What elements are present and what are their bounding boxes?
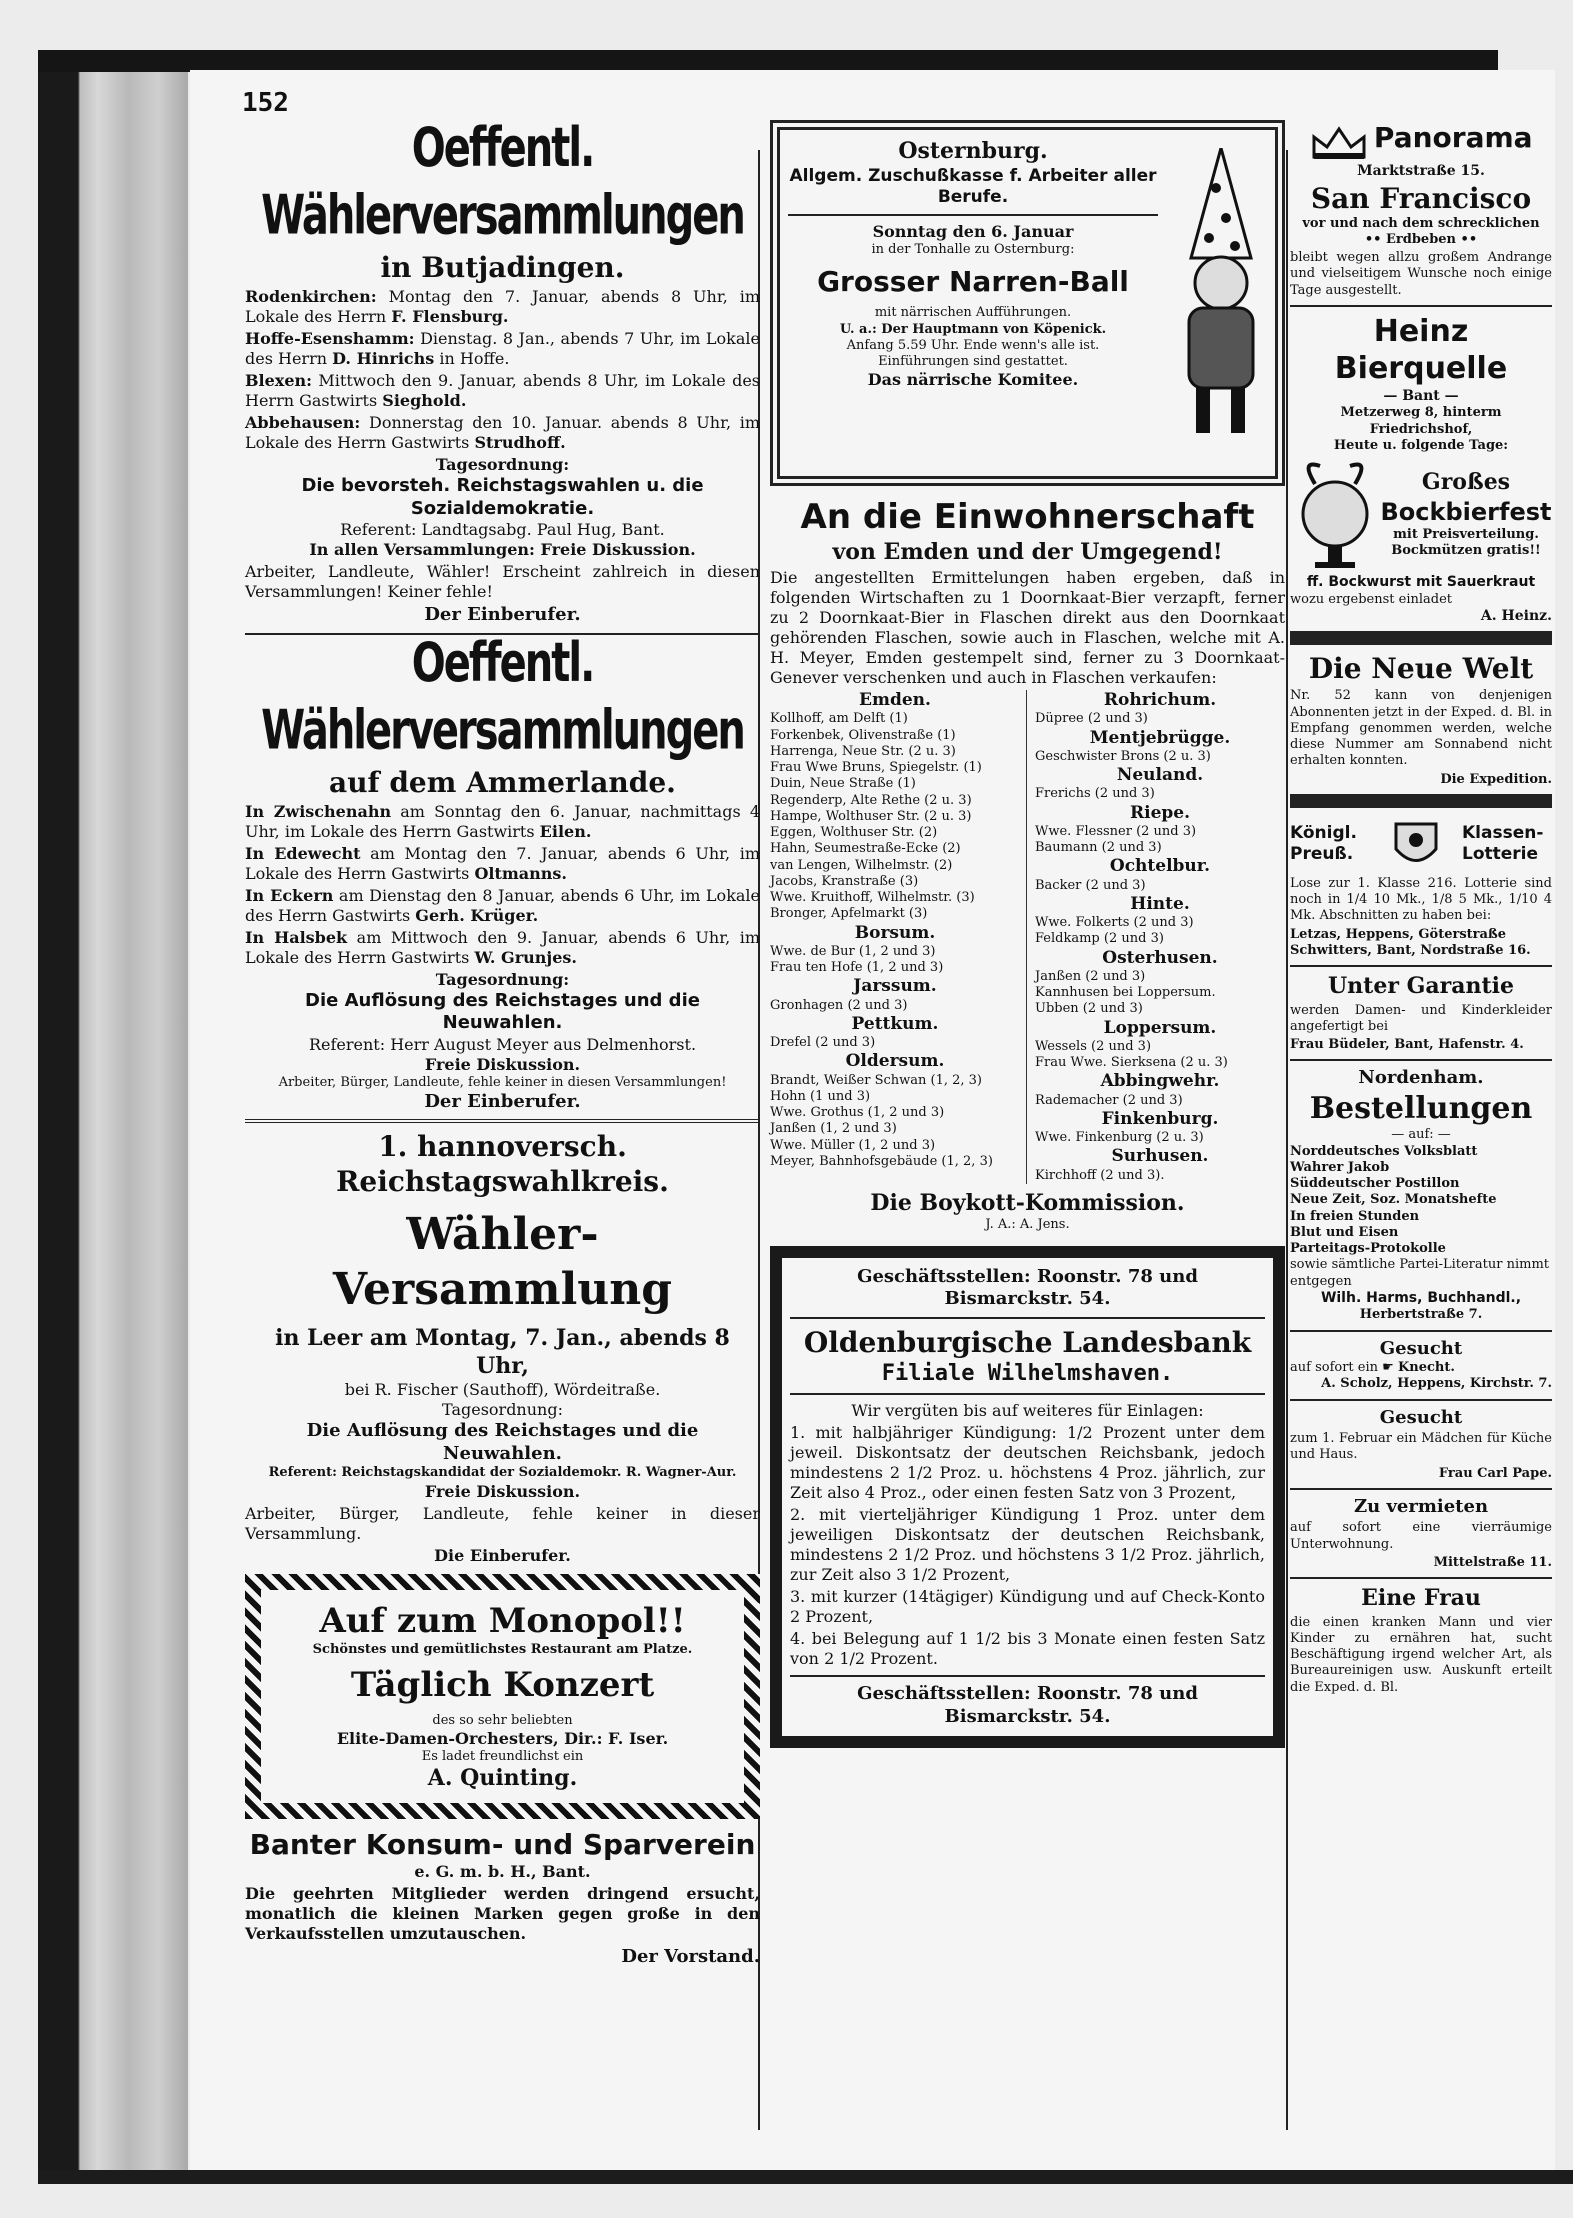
ad-title: Banter Konsum- und Sparverein [249, 1827, 756, 1861]
list-item: Backer (2 und 3) [1035, 877, 1146, 893]
list-item: Geschwister Brons (2 u. 3) [1035, 748, 1211, 764]
list-item: van Lengen, Wilhelmstr. (2) [770, 857, 953, 873]
divider-band [1290, 794, 1552, 808]
list-item: Parteitags-Protokolle [1290, 1241, 1446, 1256]
addr: Marktstraße 15. [1357, 163, 1485, 179]
line: Es ladet freundlichst ein [421, 1749, 584, 1764]
line: Schönstes und gemütlichstes Restaurant am Platze. [312, 1642, 693, 1657]
list-item: Forkenbek, Olivenstraße (1) [770, 727, 956, 743]
ad-title: Bestellungen [1309, 1090, 1533, 1126]
place-heading: Rohrichum. [1103, 690, 1217, 710]
list-item: Ubben (2 und 3) [1035, 1001, 1143, 1017]
list-item: Wwe. de Bur (1, 2 und 3) [770, 943, 936, 959]
list-item: Rademacher (2 und 3) [1035, 1092, 1183, 1108]
p1: mit Preisverteilung. [1393, 526, 1539, 542]
place-heading: Osterhusen. [1102, 947, 1218, 968]
ad-title: Oeffentl. Wählerversammlungen [261, 631, 744, 762]
addr: Metzerweg 8, hinterm Friedrichshof, [1340, 405, 1502, 437]
divider-band [1290, 631, 1552, 645]
agenda: Die bevorsteh. Reichstagswahlen u. die Sozialdemokratie. [301, 475, 704, 519]
column-1 [245, 117, 761, 1968]
intro: Wir vergüten bis auf weiteres für Einlagen: [851, 1401, 1204, 1420]
appeal: Arbeiter, Landleute, Wähler! Erscheint zahlreich in diesen Versammlungen! Keiner fehle! [245, 562, 760, 601]
ad-title: Die Neue Welt [1308, 652, 1534, 686]
ad-line: auf sofort ein ☛ Knecht. [1290, 1360, 1455, 1375]
place-heading: Pettkum. [851, 1013, 939, 1034]
divider [1290, 1399, 1552, 1401]
place-heading: Jarssum. [853, 976, 937, 997]
place-heading: Surhusen. [1111, 1146, 1209, 1167]
place-heading: Emden. [859, 690, 931, 710]
appeal: Arbeiter, Bürger, Landleute, fehle keiner in dieser Versammlung. [245, 1503, 760, 1543]
page-number: 152 [242, 88, 289, 118]
when: in Leer am Montag, 7. Jan., abends 8 Uhr, [275, 1325, 730, 1379]
agenda-label: Tagesordnung: [442, 1400, 563, 1420]
list-item: Blut und Eisen [1290, 1224, 1399, 1240]
list-item: Wwe. Grothus (1, 2 und 3) [770, 1105, 945, 1120]
place-heading: Riepe. [1129, 802, 1191, 823]
big1: Großes [1421, 469, 1511, 495]
place-heading: Oldersum. [845, 1051, 945, 1072]
ad-konsumverein [245, 1827, 760, 1969]
sub: — auf: — [1391, 1127, 1451, 1143]
divider [1290, 965, 1552, 967]
referent: Referent: Landtagsabg. Paul Hug, Bant. [340, 520, 665, 539]
ad-ammerland [245, 631, 761, 1114]
ad-title: Panorama [1373, 121, 1533, 154]
ad-nordenham [1290, 1067, 1552, 1323]
listing [770, 690, 1285, 1184]
list-item: Bronger, Apfelmarkt (3) [770, 906, 928, 922]
bank-name: Oldenburgische Landesbank [803, 1325, 1252, 1359]
ad-leer [245, 1129, 760, 1565]
right-label: Klassen-Lotterie [1462, 822, 1544, 864]
column-rule-2 [1286, 150, 1288, 2130]
listing-right [1026, 690, 1285, 1184]
seller: Schwitters, Bant, Nordstraße 16. [1290, 942, 1531, 958]
ad-text: Nr. 52 kann von denjenigen Abonnenten jetzt in der Exped. d. Bl. in Empfang genommen werden, welche diese Nummer am Sonnabend nicht erhalten konnten. [1290, 688, 1552, 769]
rate-item: 3. mit kurzer (14tägiger) Kündigung und auf Check-Konto 2 Prozent, [790, 1587, 1265, 1626]
list-item: Jacobs, Kranstraße (3) [770, 873, 919, 889]
ad-neue-welt [1290, 651, 1552, 788]
signature: Frau Büdeler, Bant, Hafenstr. 4. [1290, 1037, 1524, 1052]
list-item: Frau Wwe. Sierksena (2 u. 3) [1035, 1055, 1228, 1070]
divider [790, 1393, 1265, 1395]
divider [1290, 305, 1552, 307]
crown-icon [1309, 123, 1369, 163]
list-item: Gronhagen (2 und 3) [770, 997, 908, 1013]
ad-heinz [1290, 313, 1552, 626]
agenda: Die Auflösung des Reichstages und die Neuwahlen. [305, 989, 700, 1033]
signature: Die Boykott-Kommission. [870, 1189, 1185, 1216]
ad-text: bleibt wegen allzu großem Andrange und vielseitigem Wunsche noch einige Tage ausgestellt. [1290, 250, 1552, 298]
rate-item: 4. bei Belegung auf 1 1/2 bis 3 Monate einen festen Satz von 2 1/2 Prozent. [790, 1629, 1265, 1668]
head: Nordenham. [1358, 1067, 1484, 1089]
lotterie-header [1290, 814, 1552, 874]
ad-landesbank [770, 1246, 1285, 1749]
ad-subtitle: auf dem Ammerlande. [329, 765, 676, 799]
list-item: Meyer, Bahnhofsgebäude (1, 2, 3) [770, 1153, 993, 1169]
agenda: Die Auflösung des Reichstages und die Neuwahlen. [306, 1420, 699, 1464]
ad-title: Grosser Narren-Ball [817, 265, 1129, 299]
signature: Das närrische Komitee. [867, 370, 1079, 390]
list-item: Neue Zeit, Soz. Monatshefte [1290, 1192, 1497, 1208]
signature: A. Quinting. [427, 1765, 578, 1792]
divider [1290, 1488, 1552, 1490]
left-label: Königl. Preuß. [1290, 822, 1357, 864]
list-item: In freien Stunden [1290, 1208, 1420, 1224]
signature: Wilh. Harms, Buchhandl., [1320, 1289, 1522, 1306]
list-item: Frerichs (2 und 3) [1035, 786, 1155, 802]
publication-list [1290, 1144, 1552, 1258]
sub: vor und nach dem schrecklichen [1302, 215, 1540, 231]
list-item: Kollhoff, am Delft (1) [770, 711, 908, 727]
times: Anfang 5.59 Uhr. Ende wenn's alle ist. [846, 337, 1100, 353]
p2: Bockmützen gratis!! [1391, 542, 1541, 558]
program: U. a.: Der Hauptmann von Köpenick. [839, 321, 1107, 337]
list-item: Janßen (2 und 3) [1035, 968, 1146, 984]
addr: Mittelstraße 11. [1433, 1554, 1552, 1570]
district: 1. hannoversch. Reichstagswahlkreis. [336, 1130, 669, 1199]
sub2: •• Erdbeben •• [1364, 231, 1478, 247]
offices: Geschäftsstellen: Roonstr. 78 und Bismarckstr. 54. [857, 1265, 1198, 1309]
entry: In Zwischenahn am Sonntag den 6. Januar, nachmittags 4 Uhr, im Lokale des Herrn Gastwirts Eilen. [245, 801, 760, 841]
list-item: Drefel (2 und 3) [770, 1035, 876, 1050]
p4: wozu ergebenst einladet [1290, 591, 1453, 607]
list-item: Wwe. Müller (1, 2 und 3) [770, 1137, 936, 1153]
newspaper-page [190, 70, 1555, 2170]
list-item: Eggen, Wolthuser Str. (2) [770, 825, 938, 840]
place-heading: Hinte. [1130, 893, 1190, 914]
ad-panorama [1290, 120, 1552, 299]
signature-sub: J. A.: A. Jens. [985, 1217, 1070, 1233]
panorama-header [1290, 120, 1552, 163]
entry: Hoffe-Esenshamm: Dienstag. 8 Jan., abends 7 Uhr, im Lokale des Herrn D. Hinrichs in Hoffe. [245, 329, 760, 368]
referent: Referent: Reichstagskandidat der Sozialdemokr. R. Wagner-Aur. [268, 1465, 737, 1481]
referent: Referent: Herr August Meyer aus Delmenhorst. [308, 1034, 697, 1054]
line: Heute u. folgende Tage: [1333, 437, 1509, 453]
ad-title: Eine Frau [1361, 1585, 1481, 1611]
addr: Herbertstraße 7. [1359, 1307, 1483, 1323]
ad-title: Heinz Bierquelle [1334, 313, 1508, 387]
ad-monopol [245, 1574, 760, 1819]
signature: A. Heinz. [1480, 607, 1552, 624]
list-item: Norddeutsches Volksblatt [1290, 1143, 1478, 1159]
signature: Der Einberufer. [424, 604, 581, 625]
agenda-label: Tagesordnung: [435, 969, 570, 989]
orchestra: Elite-Damen-Orchesters, Dir.: F. Iser. [336, 1729, 669, 1748]
big2: Bockbierfest [1380, 497, 1552, 526]
entry: Rodenkirchen: Montag den 7. Januar, abends 8 Uhr, im Lokale des Herrn F. Flensburg. [245, 287, 760, 326]
column-2 [770, 120, 1285, 1748]
place-heading: Borsum. [854, 922, 936, 943]
ad-subtitle: von Emden und der Umgegend! [832, 538, 1223, 565]
line: des so sehr beliebten [432, 1712, 573, 1728]
divider [790, 1675, 1265, 1677]
ad-title: Gesucht [1379, 1337, 1463, 1359]
ad-subtitle: e. G. m. b. H., Bant. [414, 1861, 591, 1881]
divider [1290, 1330, 1552, 1332]
ad-title: Unter Garantie [1328, 973, 1514, 999]
list-item: Wwe. Finkenburg (2 u. 3) [1035, 1130, 1204, 1145]
divider [1290, 1577, 1552, 1579]
discussion: In allen Versammlungen: Freie Diskussion. [309, 540, 696, 559]
rate-item: 2. mit vierteljähriger Kündigung 1 Proz. unter dem jeweiligen Diskontsatz der deutschen Reichsbank, mindestens 2 1/2 Proz. und höchstens 3 1/2 Proz. jährlich, zur Zeit also 3 1/2 Prozent, [790, 1505, 1265, 1584]
ad-text: Die angestellten Ermittelungen haben ergeben, daß in folgenden Wirtschaften zu 1 Doornkaat-Bier verzapft, ferner zu 2 Doornkaat-Bier in Flaschen direkt aus den Doornkaat gehörenden Flaschen, sowie auch in Flaschen, welche mit A. H. Meyer, Emden gestempelt sind, ferner zu 3 Doornkaat-Genever verschenken und auch in Flaschen verkaufen: [770, 568, 1285, 687]
entry: In Edewecht am Montag den 7. Januar, abends 6 Uhr, im Lokale des Herrn Gastwirts Oltmanns. [245, 843, 761, 883]
branch: Filiale Wilhelmshaven. [881, 1360, 1174, 1386]
org: Allgem. Zuschußkasse f. Arbeiter aller Berufe. [789, 165, 1157, 207]
tail: sowie sämtliche Partei-Literatur nimmt entgegen [1290, 1257, 1549, 1289]
place-heading: Finkenburg. [1101, 1108, 1219, 1129]
list-item: Hohn (1 und 3) [770, 1088, 871, 1104]
list-item: Kannhusen bei Loppersum. [1035, 985, 1216, 1000]
list-item: Regenderp, Alte Rethe (2 u. 3) [770, 792, 972, 808]
signature: A. Scholz, Heppens, Kirchstr. 7. [1321, 1376, 1552, 1392]
list-item: Harrenga, Neue Str. (2 u. 3) [770, 743, 956, 759]
ad-subtitle: in Butjadingen. [380, 251, 625, 284]
place-heading: Mentjebrügge. [1089, 727, 1231, 748]
place-heading: Ochtelbur. [1109, 856, 1211, 877]
rate-item: 1. mit halbjähriger Kündigung: 1/2 Prozent unter dem jeweil. Diskontsatz der deutschen Reichsbank, jedoch mindestens 2 1/2 Proz. u. höchstens 4 Proz. jährlich, zur Zeit also 4 Proz., oder einen festen Satz von 3 Prozent, [790, 1423, 1265, 1502]
divider [790, 1317, 1265, 1319]
place-heading: Abbingwehr. [1100, 1071, 1220, 1092]
ad-eine-frau [1290, 1585, 1552, 1696]
bottom-edge [38, 2170, 1573, 2184]
ad-text: auf sofort eine vierräumige Unterwohnung. [1290, 1520, 1552, 1552]
place: — Bant — [1383, 387, 1459, 404]
signature: Die Expedition. [1440, 771, 1552, 787]
ad-title: Wähler-Versammlung [332, 1209, 673, 1316]
intro: Einführungen sind gestattet. [878, 354, 1068, 369]
list-item: Kirchhoff (2 und 3). [1035, 1167, 1165, 1183]
goat-illustration-icon [1290, 454, 1380, 574]
list-item: Frau ten Hofe (1, 2 und 3) [770, 960, 944, 975]
signature: Der Vorstand. [621, 1945, 760, 1967]
venue: in der Tonhalle zu Osternburg: [871, 242, 1075, 257]
pointing-hand-icon: ☛ [1382, 1360, 1394, 1375]
place-heading: Neuland. [1116, 765, 1204, 785]
list-item: Wahrer Jakob [1290, 1159, 1390, 1175]
ad-gesucht-maedchen [1290, 1407, 1552, 1482]
discussion: Freie Diskussion. [424, 1481, 581, 1501]
jester-illustration-icon [1161, 148, 1269, 448]
date: Sonntag den 6. Januar [872, 222, 1074, 241]
list-item: Duin, Neue Straße (1) [770, 776, 916, 792]
divider [788, 214, 1158, 216]
list-item: Wwe. Kruithoff, Wilhelmstr. (3) [770, 890, 975, 905]
seller: Letzas, Heppens, Göterstraße [1290, 926, 1507, 942]
ad-text: Lose zur 1. Klasse 216. Lotterie sind noch in 1/4 10 Mk., 1/8 5 Mk., 1/10 4 Mk. Abschnitten zu haben bei: [1290, 875, 1552, 924]
list-item: Frau Wwe Bruns, Spiegelstr. (1) [770, 760, 982, 775]
column-3 [1290, 120, 1552, 1698]
ad-text: zum 1. Februar ein Mädchen für Küche und Haus. [1290, 1431, 1552, 1463]
list-item: Feldkamp (2 und 3) [1035, 931, 1164, 947]
ad-title: An die Einwohnerschaft [800, 497, 1255, 537]
agenda-label: Tagesordnung: [435, 455, 570, 474]
list-item: Janßen (1, 2 und 3) [770, 1121, 897, 1137]
ad-garantie [1290, 973, 1552, 1053]
ad-boykott [770, 496, 1285, 1234]
ad-title: Auf zum Monopol!! [319, 1600, 686, 1641]
list-item: Wwe. Folkerts (2 und 3) [1035, 915, 1194, 930]
listing-left [770, 690, 1020, 1184]
list-item: Hampe, Wolthuser Str. (2 u. 3) [770, 808, 972, 824]
ad-text: die einen kranken Mann und vier Kinder zu ernähren hat, sucht Beschäftigung irgend welcher Art, als Bureaureinigen usw. Auskunft erteilt die Exped. d. Bl. [1290, 1614, 1552, 1695]
appeal: Arbeiter, Bürger, Landleute, fehle keiner in diesen Versammlungen! [278, 1074, 727, 1090]
ad-title: Zu vermieten [1353, 1495, 1489, 1517]
divider [1290, 1059, 1552, 1061]
list-item: Hahn, Seumestraße-Ecke (2) [770, 841, 961, 857]
ad-butjadingen [245, 117, 760, 627]
list-item: Wwe. Flessner (2 und 3) [1035, 823, 1197, 839]
ad-title: Gesucht [1379, 1406, 1463, 1428]
show: San Francisco [1310, 181, 1532, 215]
ad-gesucht-knecht [1290, 1338, 1552, 1393]
ad-narrenball [770, 120, 1285, 486]
entry: Blexen: Mittwoch den 9. Januar, abends 8 Uhr, im Lokale des Herrn Gastwirts Sieghold. [245, 371, 760, 410]
list-item: Wessels (2 und 3) [1035, 1038, 1152, 1054]
ad-text: Die geehrten Mitglieder werden dringend ersucht, monatlich die kleinen Marken gegen große in den Verkaufsstellen umzutauschen. [245, 1883, 760, 1943]
ad-lotterie [1290, 814, 1552, 959]
signature: Der Einberufer. [424, 1090, 581, 1112]
ad-text: werden Damen- und Kinderkleider angefertigt bei [1290, 1002, 1552, 1034]
bock-block [1290, 454, 1552, 574]
book-binding [38, 50, 188, 2180]
p3: ff. Bockwurst mit Sauerkraut [1306, 574, 1536, 590]
list-item: Baumann (2 und 3) [1035, 840, 1162, 855]
entry: In Eckern am Dienstag den 8 Januar, abends 6 Uhr, im Lokale des Herrn Gastwirts Gerh. Krüger. [245, 885, 761, 925]
discussion: Freie Diskussion. [424, 1054, 581, 1074]
list-item: Süddeutscher Postillon [1290, 1176, 1460, 1191]
ad-title: Oeffentl. Wählerversammlungen [261, 117, 744, 247]
place-heading: Loppersum. [1103, 1017, 1217, 1038]
divider [245, 1119, 760, 1123]
signature: Frau Carl Pape. [1438, 1465, 1552, 1481]
sub: mit närrischen Aufführungen. [874, 305, 1072, 321]
ad-vermieten [1290, 1496, 1552, 1571]
entry: Abbehausen: Donnerstag den 10. Januar. abends 8 Uhr, im Lokale des Herrn Gastwirts Strudhoff. [245, 413, 760, 452]
headline: Täglich Konzert [350, 1665, 655, 1706]
list-item: Brandt, Weißer Schwan (1, 2, 3) [770, 1072, 983, 1088]
top-edge [38, 50, 1498, 72]
where: bei R. Fischer (Sauthoff), Wördeitraße. [344, 1380, 661, 1400]
entry: In Halsbek am Mittwoch den 9. Januar, abends 6 Uhr, im Lokale des Herrn Gastwirts W. Grunjes. [245, 927, 760, 967]
signature: Die Einberufer. [434, 1545, 571, 1565]
offices: Geschäftsstellen: Roonstr. 78 und Bismarckstr. 54. [857, 1683, 1198, 1727]
coat-of-arms-icon [1381, 814, 1451, 874]
place: Osternburg. [898, 138, 1048, 164]
list-item: Düpree (2 und 3) [1035, 711, 1148, 727]
